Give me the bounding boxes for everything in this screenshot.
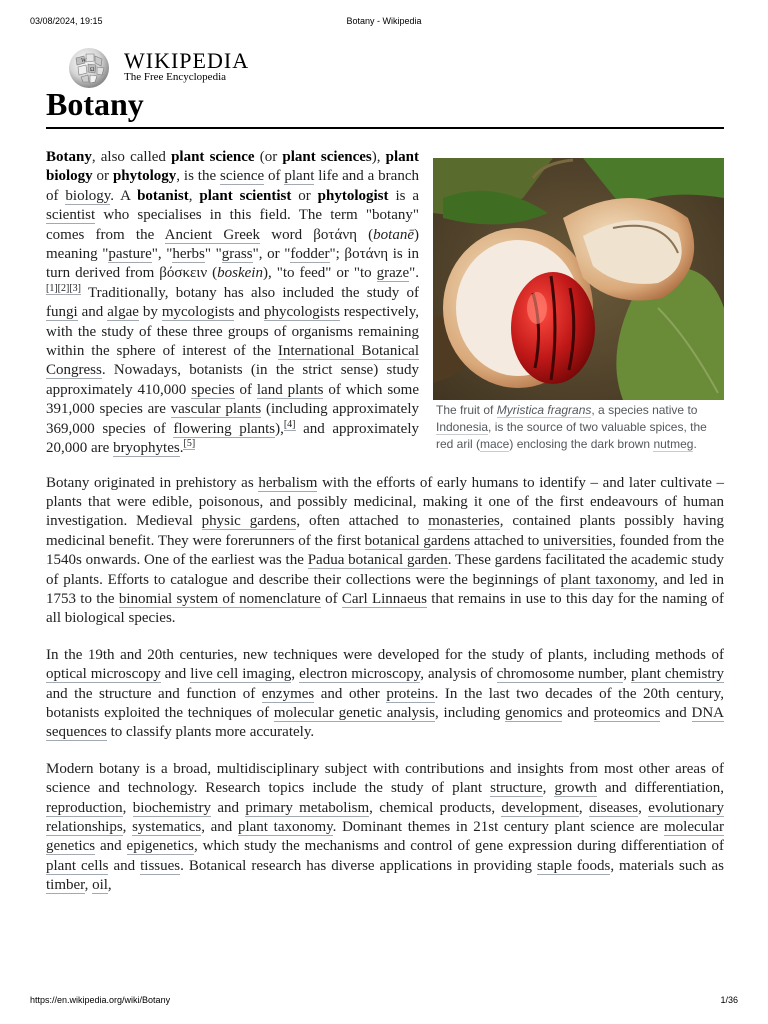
citation — [183, 438, 195, 450]
modern-botany-paragraph: Modern botany is a broad, multidisciplinary subject with contributions and insights from most other areas of science and technology. Research topics include the study of plant structure, growth and differentiation, reproduction, biochemistry and primary metabolism, chemical products, development, diseases, evolutionary relationships, systematics, and plant taxonomy. Dominant themes in 21st century plant science are molecular genetics and epigenetics, which study the mechanisms and control of gene expression during differentiation of plant cells and tissues. Botanical research has diverse applications in providing staple foods, materials such as timber, oil, — [46, 760, 725, 894]
article-link[interactable]: oil — [92, 877, 108, 894]
svg-text:Ω: Ω — [90, 67, 95, 73]
lead-paragraph: Botany, also called plant science (or plant sciences), plant biology or phytology, is the science of plant life and a branch of biology. A botanist, plant scientist or phytologist is a scientist who specialises in this field. The term "botany" comes from the Ancient Greek word βοτάνη (botanē) meaning "pasture", "herbs" "grass", or "fodder"; βοτάνη is in turn derived from βόσκειν (boskein), "to feed" or "to graze".[1][2][3] Traditionally, botany has also included the study of fungi and algae by mycologists and phycologists respectively, with the study of these three groups of organisms remaining within the sphere of interest of the International Botanical Congress. Nowadays, botanists (in the strict sense) study approximately 410,000 species of land plants of which some 391,000 species are vascular plants (including approximately 369,000 species of flowering plants),[4] and approximately 20,000 are bryophytes.[5] — [46, 149, 420, 457]
caption-text: , a species native to — [591, 403, 698, 417]
article-link[interactable]: Carl Linnaeus — [341, 590, 427, 607]
article-link[interactable]: herbalism — [258, 474, 318, 491]
article-link[interactable]: vascular plants — [170, 401, 262, 418]
article-link[interactable]: flowering plants — [173, 420, 276, 437]
methods-paragraph: In the 19th and 20th centuries, new techniques were developed for the study of plants, including methods of optical microscopy and live cell imaging, electron microscopy, analysis of chromosome number, plant chemistry and the structure and function of enzymes and other proteins. In the last two decades of the 20th century, botanists exploited the techniques of molecular genetic analysis, including genomics and proteomics and DNA sequences to classify plants more accurately. — [46, 646, 725, 741]
article-link[interactable]: plant taxonomy — [237, 819, 333, 835]
wikipedia-logo[interactable] — [66, 44, 256, 90]
article-link[interactable]: epigenetics — [126, 838, 195, 855]
nutmeg-fruit-photo[interactable] — [433, 158, 724, 400]
print-doc-title: Botany - Wikipedia — [346, 16, 422, 26]
citation — [69, 283, 81, 295]
article-link[interactable]: evolutionary relationships — [46, 799, 725, 835]
reference-link[interactable]: [1] — [46, 282, 58, 294]
infobox-image — [433, 158, 724, 453]
bold-term: botanist — [137, 187, 189, 204]
reference-link[interactable]: [3] — [69, 282, 82, 294]
article-link[interactable]: live cell imaging — [190, 666, 292, 683]
citation — [46, 283, 58, 295]
history-paragraph: Botany originated in prehistory as herbalism with the efforts of early humans to identify – and later cultivate – plants that were edible, poisonous, and possibly medicinal, making it one of the first endeavours of human investigation. Medieval physic gardens, often attached to monasteries, contained plants possibly having medicinal benefit. They were forerunners of the first botanical gardens attached to universities, founded from the 1540s onwards. One of the earliest was the Padua botanical garden. These gardens facilitated the academic study of plants. Efforts to catalogue and describe their collections were the beginnings of plant taxonomy, and led in 1753 to the binomial system of nomenclature of Carl Linnaeus that remains in use to this day for the naming of all biological species. — [46, 474, 725, 627]
article-link[interactable]: Padua botanical garden — [307, 552, 448, 569]
article-link[interactable]: plant taxonomy — [560, 571, 655, 588]
article-link[interactable]: growth — [554, 780, 597, 797]
italic-term: botanē — [373, 226, 414, 243]
citation — [284, 419, 296, 431]
article-link[interactable]: structure — [490, 780, 543, 797]
article-link[interactable]: algae — [107, 304, 139, 321]
article-link[interactable]: tissues — [140, 857, 181, 874]
article-link[interactable]: phycologists — [263, 304, 340, 321]
article-link[interactable]: proteins — [386, 685, 435, 702]
page-title: Botany — [46, 86, 144, 122]
article-link[interactable]: graze — [376, 265, 410, 282]
italic-term: boskein — [217, 265, 263, 282]
article-link[interactable]: physic gardens — [201, 513, 297, 530]
reference-link[interactable]: [4] — [283, 418, 296, 430]
print-footer — [30, 995, 738, 1009]
caption-indonesia-link[interactable]: Indonesia — [436, 420, 489, 434]
bold-term: plant science — [171, 149, 255, 165]
bold-term: plant scientist — [199, 187, 292, 204]
bold-term: plant biology — [46, 149, 419, 185]
article-link[interactable]: fodder — [290, 246, 330, 263]
caption-species-link[interactable]: Myristica fragrans — [496, 403, 592, 417]
reference-link[interactable]: [2] — [57, 282, 70, 294]
article-link[interactable]: botanical gardens — [364, 532, 471, 549]
article-link[interactable]: diseases — [588, 799, 639, 816]
article-body — [46, 148, 724, 913]
article-link[interactable]: molecular genetics — [46, 819, 724, 855]
title-divider — [46, 127, 724, 129]
article-link[interactable]: reproduction — [46, 799, 123, 816]
article-link[interactable]: enzymes — [261, 685, 315, 702]
bold-term: plant sciences — [282, 149, 372, 165]
article-link[interactable]: Ancient Greek — [164, 226, 261, 243]
article-link[interactable]: universities — [543, 532, 613, 549]
article-link[interactable]: mycologists — [161, 304, 235, 321]
wikipedia-tagline: The Free Encyclopedia — [124, 71, 227, 83]
article-link[interactable]: species — [191, 381, 235, 398]
article-link[interactable]: proteomics — [593, 704, 661, 721]
article-link[interactable]: systematics — [132, 819, 202, 835]
article-link[interactable]: plant cells — [46, 857, 109, 874]
caption-mace-link[interactable]: mace — [480, 437, 510, 451]
wikipedia-wordmark: WIKIPEDIA — [124, 48, 250, 73]
article-link[interactable]: science — [220, 168, 265, 185]
print-url: https://en.wikipedia.org/wiki/Botany — [30, 995, 171, 1005]
article-link[interactable]: electron microscopy — [299, 666, 421, 683]
article-link[interactable]: monasteries — [428, 513, 500, 530]
article-link[interactable]: herbs — [172, 246, 205, 263]
article-link[interactable]: molecular genetic analysis — [273, 704, 436, 721]
article-link[interactable]: chromosome number — [496, 666, 624, 683]
bold-term: Botany — [46, 149, 92, 165]
article-link[interactable]: biochemistry — [132, 799, 212, 816]
article-link[interactable]: grass — [221, 246, 253, 263]
article-link[interactable]: genomics — [504, 704, 563, 721]
wikipedia-globe-icon — [66, 44, 112, 90]
article-link[interactable]: biology — [65, 187, 111, 204]
caption-nutmeg-link[interactable]: nutmeg — [653, 437, 694, 451]
article-link[interactable]: plant chemistry — [630, 666, 725, 683]
reference-link[interactable]: [5] — [183, 438, 196, 450]
article-link[interactable]: fungi — [46, 304, 78, 321]
article-link[interactable]: land plants — [256, 381, 324, 398]
article-link[interactable]: scientist — [46, 207, 96, 224]
caption-text: . — [693, 437, 697, 451]
article-link[interactable]: binomial system of nomenclature — [118, 590, 321, 607]
article-link[interactable]: development — [501, 799, 579, 816]
article-link[interactable]: optical microscopy — [46, 666, 161, 683]
citation — [58, 283, 70, 295]
article-link[interactable]: primary metabolism — [245, 799, 370, 816]
print-datetime: 03/08/2024, 19:15 — [30, 16, 103, 26]
print-header — [30, 16, 738, 30]
svg-text:W: W — [81, 58, 87, 64]
image-caption — [433, 400, 724, 453]
article-link[interactable]: plant — [284, 168, 315, 185]
bold-term: phytologist — [317, 187, 389, 204]
article-link[interactable]: timber — [46, 877, 85, 894]
caption-text: The fruit of — [436, 403, 497, 417]
article-link[interactable]: DNA sequences — [46, 704, 724, 741]
article-link[interactable]: bryophytes — [113, 440, 180, 457]
bold-term: phytology — [112, 168, 177, 185]
caption-text: , is the source of two valuable spices, the red aril ( — [436, 420, 707, 451]
print-page-number: 1/36 — [720, 995, 738, 1005]
article-link[interactable]: pasture — [108, 246, 152, 263]
article-link[interactable]: International Botanical Congress — [46, 343, 419, 379]
article-link[interactable]: staple foods — [537, 857, 611, 874]
caption-text: ) enclosing the dark brown — [509, 437, 654, 451]
